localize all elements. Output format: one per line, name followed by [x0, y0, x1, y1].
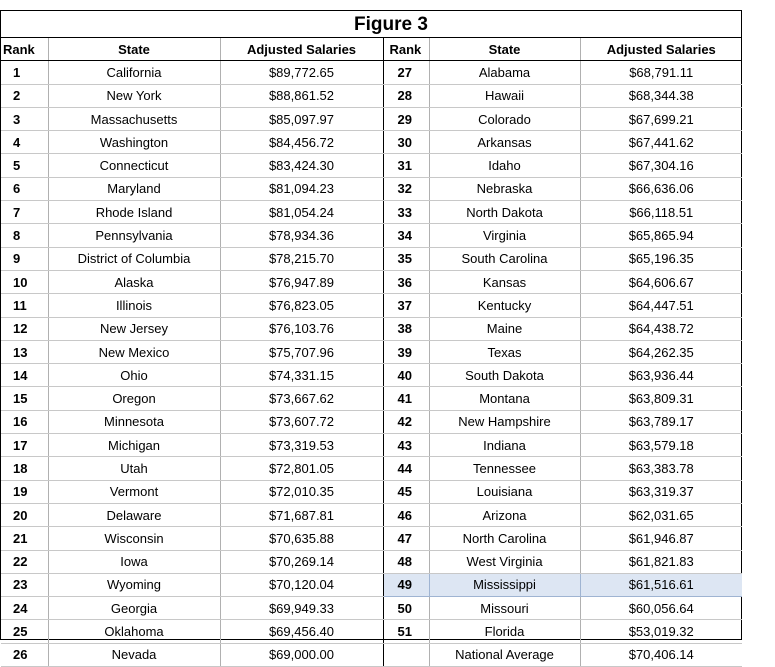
rank-cell: 36	[383, 270, 429, 293]
rank-cell: 28	[383, 84, 429, 107]
state-cell: Arkansas	[429, 131, 580, 154]
state-cell: New Jersey	[48, 317, 220, 340]
rank-cell: 41	[383, 387, 429, 410]
state-cell: Delaware	[48, 503, 220, 526]
salary-cell: $76,823.05	[220, 294, 383, 317]
rank-cell: 21	[1, 527, 48, 550]
state-cell: National Average	[429, 643, 580, 666]
salary-cell: $67,699.21	[580, 107, 742, 130]
state-cell: Ohio	[48, 364, 220, 387]
state-cell: Rhode Island	[48, 201, 220, 224]
state-cell: Massachusetts	[48, 107, 220, 130]
salary-cell: $83,424.30	[220, 154, 383, 177]
rank-cell: 37	[383, 294, 429, 317]
rank-cell: 13	[1, 340, 48, 363]
salary-cell: $61,946.87	[580, 527, 742, 550]
rank-cell: 35	[383, 247, 429, 270]
table-row	[1, 84, 742, 107]
table-row	[1, 317, 742, 340]
state-cell: South Carolina	[429, 247, 580, 270]
salary-cell: $78,215.70	[220, 247, 383, 270]
rank-cell: 49	[383, 573, 429, 596]
salary-cell: $69,000.00	[220, 643, 383, 666]
column-header-state: State	[429, 38, 580, 61]
rank-cell: 47	[383, 527, 429, 550]
rank-cell: 1	[1, 61, 48, 84]
rank-cell: 17	[1, 434, 48, 457]
salary-cell: $69,456.40	[220, 620, 383, 643]
table-row	[1, 573, 742, 596]
state-cell: New Mexico	[48, 340, 220, 363]
state-cell: Indiana	[429, 434, 580, 457]
salary-cell: $73,607.72	[220, 410, 383, 433]
table-row	[1, 224, 742, 247]
salary-cell: $75,707.96	[220, 340, 383, 363]
salary-cell: $64,262.35	[580, 340, 742, 363]
table-row	[1, 503, 742, 526]
rank-cell: 50	[383, 597, 429, 620]
rank-cell: 2	[1, 84, 48, 107]
state-cell: West Virginia	[429, 550, 580, 573]
state-cell: Virginia	[429, 224, 580, 247]
rank-cell: 38	[383, 317, 429, 340]
state-cell: Washington	[48, 131, 220, 154]
salary-cell: $72,010.35	[220, 480, 383, 503]
salary-cell: $65,865.94	[580, 224, 742, 247]
state-cell: Michigan	[48, 434, 220, 457]
column-header-adjusted-salaries: Adjusted Salaries	[580, 38, 742, 61]
rank-cell: 7	[1, 201, 48, 224]
state-cell: Maryland	[48, 177, 220, 200]
state-cell: Florida	[429, 620, 580, 643]
salary-cell: $66,118.51	[580, 201, 742, 224]
salary-cell: $61,821.83	[580, 550, 742, 573]
rank-cell: 29	[383, 107, 429, 130]
salary-cell: $64,438.72	[580, 317, 742, 340]
salary-cell: $76,103.76	[220, 317, 383, 340]
salary-cell: $68,791.11	[580, 61, 742, 84]
salary-cell: $60,056.64	[580, 597, 742, 620]
rank-cell: 33	[383, 201, 429, 224]
state-cell: Texas	[429, 340, 580, 363]
rank-cell: 6	[1, 177, 48, 200]
rank-cell: 22	[1, 550, 48, 573]
rank-cell: 40	[383, 364, 429, 387]
state-cell: Colorado	[429, 107, 580, 130]
salary-cell: $84,456.72	[220, 131, 383, 154]
rank-cell: 34	[383, 224, 429, 247]
rank-cell: 20	[1, 503, 48, 526]
rank-cell: 24	[1, 597, 48, 620]
column-header-rank: Rank	[383, 38, 429, 61]
salary-cell: $85,097.97	[220, 107, 383, 130]
rank-cell: 30	[383, 131, 429, 154]
rank-cell: 23	[1, 573, 48, 596]
rank-cell: 9	[1, 247, 48, 270]
rank-cell: 44	[383, 457, 429, 480]
column-header-state: State	[48, 38, 220, 61]
state-cell: Missouri	[429, 597, 580, 620]
rank-cell: 26	[1, 643, 48, 666]
rank-cell: 12	[1, 317, 48, 340]
salary-cell: $70,269.14	[220, 550, 383, 573]
rank-cell: 5	[1, 154, 48, 177]
state-cell: Nevada	[48, 643, 220, 666]
state-cell: South Dakota	[429, 364, 580, 387]
rank-cell: 10	[1, 270, 48, 293]
table-row	[1, 107, 742, 130]
state-cell: North Carolina	[429, 527, 580, 550]
state-cell: Oregon	[48, 387, 220, 410]
salary-cell: $67,304.16	[580, 154, 742, 177]
table-row	[1, 177, 742, 200]
rank-cell: 32	[383, 177, 429, 200]
table-row	[1, 550, 742, 573]
rank-cell: 46	[383, 503, 429, 526]
state-cell: Louisiana	[429, 480, 580, 503]
table-row	[1, 597, 742, 620]
rank-cell: 19	[1, 480, 48, 503]
state-cell: Kansas	[429, 270, 580, 293]
state-cell: Wisconsin	[48, 527, 220, 550]
table-row	[1, 201, 742, 224]
header-row	[1, 38, 742, 61]
salary-cell: $73,319.53	[220, 434, 383, 457]
state-cell: District of Columbia	[48, 247, 220, 270]
table-row	[1, 434, 742, 457]
salary-cell: $63,319.37	[580, 480, 742, 503]
table-row	[1, 294, 742, 317]
state-cell: Utah	[48, 457, 220, 480]
salary-cell: $73,667.62	[220, 387, 383, 410]
rank-cell: 42	[383, 410, 429, 433]
table-row	[1, 61, 742, 84]
state-cell: Maine	[429, 317, 580, 340]
salary-cell: $61,516.61	[580, 573, 742, 596]
salary-cell: $68,344.38	[580, 84, 742, 107]
salary-cell: $78,934.36	[220, 224, 383, 247]
rank-cell: 31	[383, 154, 429, 177]
table-row	[1, 643, 742, 666]
salary-cell: $53,019.32	[580, 620, 742, 643]
rank-cell: 51	[383, 620, 429, 643]
state-cell: Minnesota	[48, 410, 220, 433]
rank-cell	[383, 643, 429, 666]
state-cell: Alaska	[48, 270, 220, 293]
salary-cell: $63,809.31	[580, 387, 742, 410]
state-cell: Illinois	[48, 294, 220, 317]
salary-cell: $62,031.65	[580, 503, 742, 526]
state-cell: Tennessee	[429, 457, 580, 480]
salary-cell: $64,447.51	[580, 294, 742, 317]
salary-cell: $70,406.14	[580, 643, 742, 666]
salary-cell: $63,936.44	[580, 364, 742, 387]
salary-cell: $63,579.18	[580, 434, 742, 457]
state-cell: Wyoming	[48, 573, 220, 596]
rank-cell: 45	[383, 480, 429, 503]
state-cell: Alabama	[429, 61, 580, 84]
salary-table-figure	[0, 10, 742, 663]
salary-cell: $66,636.06	[580, 177, 742, 200]
state-cell: North Dakota	[429, 201, 580, 224]
table-row	[1, 340, 742, 363]
salary-cell: $70,120.04	[220, 573, 383, 596]
state-cell: Pennsylvania	[48, 224, 220, 247]
column-header-adjusted-salaries: Adjusted Salaries	[220, 38, 383, 61]
rank-cell: 48	[383, 550, 429, 573]
state-cell: Nebraska	[429, 177, 580, 200]
salary-cell: $81,094.23	[220, 177, 383, 200]
table-row	[1, 620, 742, 643]
rank-cell: 11	[1, 294, 48, 317]
table-row	[1, 364, 742, 387]
rank-cell: 4	[1, 131, 48, 154]
state-cell: Georgia	[48, 597, 220, 620]
column-header-rank: Rank	[1, 38, 48, 61]
table-row	[1, 154, 742, 177]
salary-table	[1, 38, 742, 667]
salary-cell: $76,947.89	[220, 270, 383, 293]
rank-cell: 8	[1, 224, 48, 247]
salary-cell: $63,383.78	[580, 457, 742, 480]
salary-cell: $71,687.81	[220, 503, 383, 526]
state-cell: Iowa	[48, 550, 220, 573]
table-row	[1, 247, 742, 270]
state-cell: New Hampshire	[429, 410, 580, 433]
table-row	[1, 387, 742, 410]
salary-cell: $89,772.65	[220, 61, 383, 84]
salary-cell: $63,789.17	[580, 410, 742, 433]
state-cell: Hawaii	[429, 84, 580, 107]
salary-cell: $74,331.15	[220, 364, 383, 387]
state-cell: Oklahoma	[48, 620, 220, 643]
salary-cell: $65,196.35	[580, 247, 742, 270]
state-cell: Mississippi	[429, 573, 580, 596]
state-cell: Idaho	[429, 154, 580, 177]
table-row	[1, 410, 742, 433]
rank-cell: 25	[1, 620, 48, 643]
rank-cell: 27	[383, 61, 429, 84]
state-cell: Connecticut	[48, 154, 220, 177]
rank-cell: 3	[1, 107, 48, 130]
salary-cell: $67,441.62	[580, 131, 742, 154]
rank-cell: 14	[1, 364, 48, 387]
salary-cell: $81,054.24	[220, 201, 383, 224]
rank-cell: 43	[383, 434, 429, 457]
table-row	[1, 270, 742, 293]
salary-cell: $64,606.67	[580, 270, 742, 293]
figure-title: Figure 3	[1, 11, 741, 38]
table-row	[1, 480, 742, 503]
table-row	[1, 457, 742, 480]
salary-cell: $72,801.05	[220, 457, 383, 480]
salary-cell: $70,635.88	[220, 527, 383, 550]
table-row	[1, 131, 742, 154]
rank-cell: 15	[1, 387, 48, 410]
rank-cell: 18	[1, 457, 48, 480]
table-row	[1, 527, 742, 550]
state-cell: California	[48, 61, 220, 84]
rank-cell: 16	[1, 410, 48, 433]
state-cell: New York	[48, 84, 220, 107]
state-cell: Kentucky	[429, 294, 580, 317]
state-cell: Montana	[429, 387, 580, 410]
rank-cell: 39	[383, 340, 429, 363]
salary-cell: $69,949.33	[220, 597, 383, 620]
state-cell: Arizona	[429, 503, 580, 526]
salary-cell: $88,861.52	[220, 84, 383, 107]
state-cell: Vermont	[48, 480, 220, 503]
